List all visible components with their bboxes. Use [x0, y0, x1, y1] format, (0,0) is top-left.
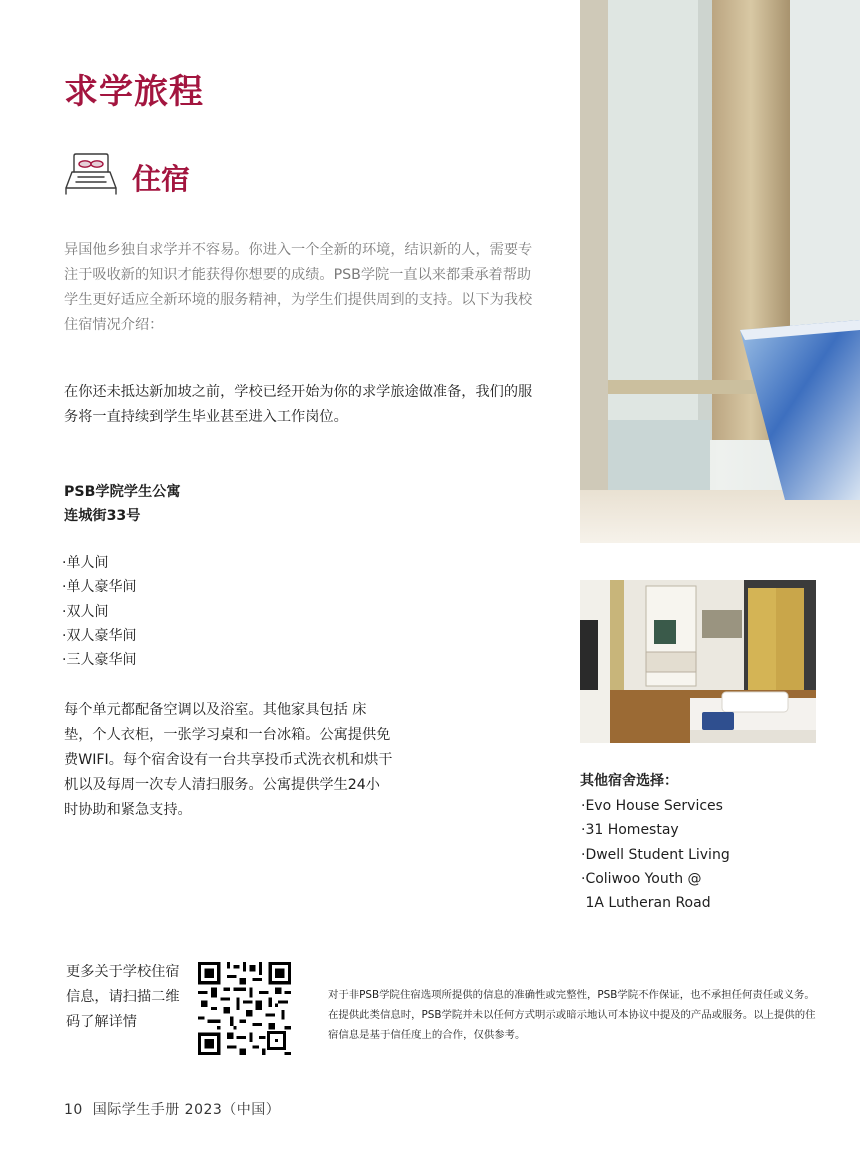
list-item: ·双人豪华间 [62, 627, 137, 644]
dormitory-room-photo [580, 580, 816, 743]
other-dorms-heading: 其他宿舍选择： [580, 773, 678, 789]
section-title: 住宿 [132, 162, 191, 196]
amenities-paragraph: 每个单元都配备空调以及浴室。其他家具包括 床垫，个人衣柜，一张学习桌和一台冰箱。公寓提供免费WIFI。每个宿舍设有一台共享投币式洗衣机和烘干机以及每周一次专人清扫服务。公寓提供学生24小时协助和紧急支持。 [64, 702, 393, 818]
dormitory-window-photo [580, 0, 860, 543]
intro-paragraph: 异国他乡独自求学并不容易。你进入一个全新的环境，结识新的人，需要专注于吸收新的知识才能获得你想要的成绩。PSB学院一直以来都秉承着帮助学生更好适应全新环境的服务精神，为学生们提供周到的支持。以下为我校住宿情况介绍： [64, 242, 533, 333]
page-title: 求学旅程 [64, 72, 204, 112]
list-item: ·三人豪华间 [62, 652, 137, 669]
list-item: ·31 Homestay [581, 822, 679, 839]
preparation-paragraph: 在你还未抵达新加坡之前，学校已经开始为你的求学旅途做准备，我们的服务将一直持续到学生毕业甚至进入工作岗位。 [64, 384, 533, 425]
list-item: ·单人间 [62, 555, 109, 571]
room-type-list [62, 551, 136, 672]
other-dorms-list [581, 794, 730, 915]
disclaimer-text: 对于非PSB学院住宿选项所提供的信息的准确性或完整性，PSB学院不作保证，也不承担任何责任或义务。在提供此类信息时，PSB学院并未以任何方式明示或暗示地认可本协议中提及的产品或服务。以上提供的住宿信息是基于信任度上的合作，仅供参考。 [328, 989, 816, 1041]
list-item: ·Coliwoo Youth @ [581, 870, 702, 887]
qr-code[interactable] [197, 962, 292, 1055]
qr-prompt-text: 更多关于学校住宿信息，请扫描二维码了解详情 [66, 964, 180, 1030]
page-footer: 10 国际学生手册 2023（中国） [64, 1102, 281, 1118]
list-item: ·Evo House Services [581, 798, 723, 814]
list-item: ·单人豪华间 [62, 579, 137, 596]
apartment-address: 连城街33号 [64, 508, 141, 524]
bed-icon [64, 150, 118, 198]
apartment-name: PSB学院学生公寓 [64, 484, 181, 500]
list-item: ·双人间 [62, 603, 109, 620]
list-item: ·Dwell Student Living [581, 846, 730, 863]
list-item: 1A Lutheran Road [581, 895, 711, 912]
